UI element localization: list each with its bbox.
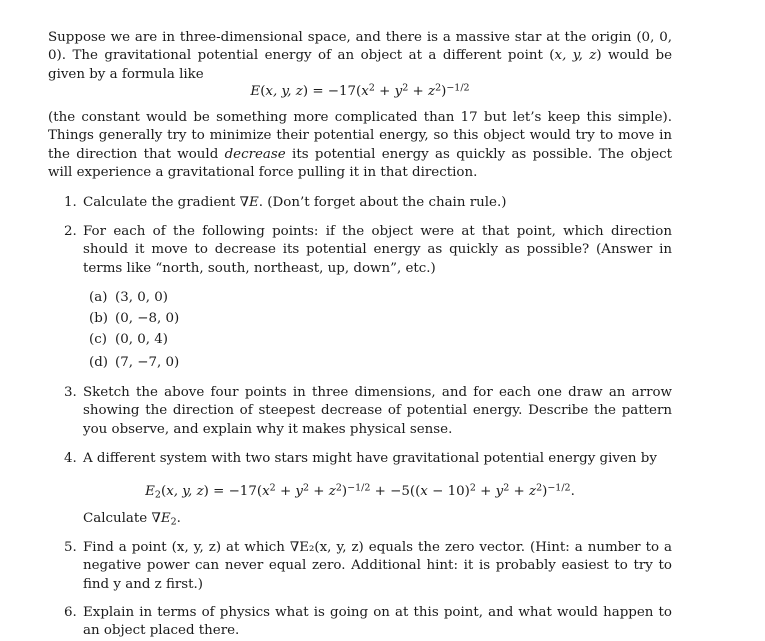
explanation-paragraph: (the constant would be something more complicated than 17 but let’s keep this simple). Things generally try to minimize their potential energy, so this object would try to move in the direction that would decrease its potential energy as quickly as possible. The object will experience a gravitational force pulling it in that direction. — [48, 110, 673, 181]
two-star-equation: $E_2(x$, y, $z) = -17(x^2 + y^2 + z^2)^{-1/2} + -5((x - 10)^2 + y^2 + z^2)^{-1/2}$. — [145, 482, 575, 501]
question-1: 1. Calculate the gradient ∇E. (Don’t forget about the chain rule.) — [64, 195, 507, 210]
question-4-followup: Calculate $\nabla E_2$. — [83, 511, 181, 528]
point-c: (c) (0, 0, 4) — [89, 332, 169, 347]
point-a: (a) (3, 0, 0) — [89, 290, 169, 305]
question-6: 6. Explain in terms of physics what is going on at this point, and what would happen to an object placed there. — [64, 605, 672, 639]
point-d: (d) (7, −7, 0) — [89, 355, 180, 370]
question-4: 4. A different system with two stars might have gravitational potential energy given by — [64, 451, 657, 466]
question-2: 2. For each of the following points: if the object were at that point, which direction should it move to decrease its potential energy as quickly as possible? (Answer in terms like “north, south, northeast, up, down”, etc.) — [64, 224, 672, 276]
point-b: (b) (0, −8, 0) — [89, 311, 180, 326]
potential-energy-equation: E(x, y, $z) = -17(x^2 + y^2 + z^2)^{-1/2}$ — [250, 82, 470, 99]
question-3: 3. Sketch the above four points in three dimensions, and for each one draw an arrow showing the direction of steepest decrease of potential energy. Describe the pattern you observe, and explain why it makes physical sense. — [64, 385, 672, 437]
question-5: 5. Find a point (x, y, z) at which ∇E₂(x, y, z) equals the zero vector. (Hint: a number to a negative power can never equal zero. Additional hint: it is probably easiest to try to find y and z first.) — [64, 540, 672, 592]
intro-paragraph: Suppose we are in three-dimensional space, and there is a massive star at the origin (0, 0, 0). The gravitational potential energy of an object at a different point (x, y, z) would be given by a formula like — [48, 30, 673, 82]
